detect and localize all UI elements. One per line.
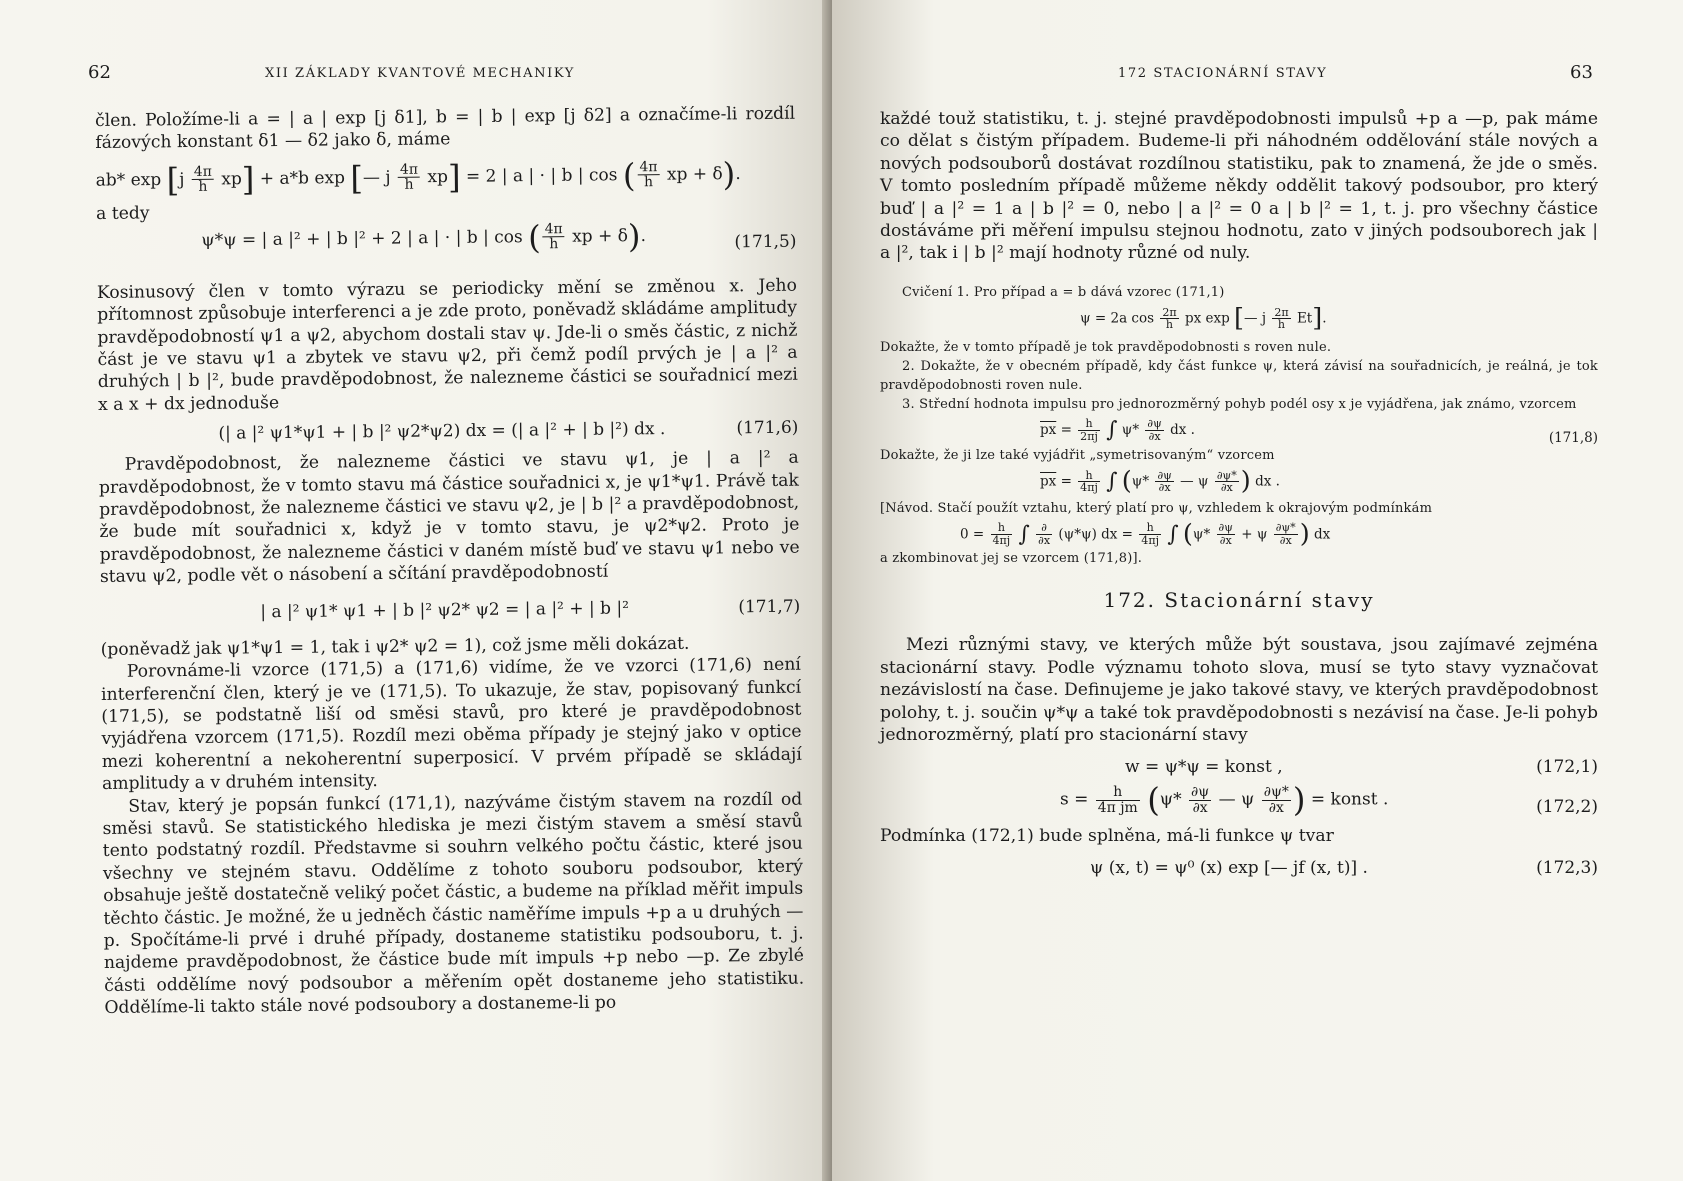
left-page-number: 62 bbox=[88, 62, 111, 83]
ex1-frac bbox=[1160, 307, 1178, 331]
frac-num: h bbox=[991, 522, 1013, 535]
exercise-3: 3. Střední hodnota impulsu pro jednorozměrný pohyb podél osy x je vyjádřena, jak známo, vzorcem bbox=[902, 396, 1577, 412]
integral-sign: ∫ bbox=[1018, 521, 1030, 547]
eq22-frac bbox=[1096, 785, 1140, 815]
paren: ) bbox=[722, 155, 736, 194]
frac-num: h bbox=[1096, 785, 1140, 801]
bracket: ] bbox=[241, 160, 255, 199]
frac-num: h bbox=[1078, 418, 1100, 431]
exercise-2: 2. Dokažte, že v obecném případě, kdy část funkce ψ, která závisí na souřadnicích, je reálná, je tok pravděpodobnosti roven nule. bbox=[880, 358, 1598, 393]
frac-den: ∂x bbox=[1192, 800, 1208, 817]
frac-den: 2πj bbox=[1080, 429, 1098, 443]
equation-number: (172,3) bbox=[1536, 858, 1598, 879]
frac-den: h bbox=[549, 236, 559, 253]
eq22-minus: — ψ bbox=[1218, 790, 1255, 811]
eq8-b: ψ* bbox=[1121, 421, 1140, 438]
left-page bbox=[0, 0, 832, 1181]
left-paragraph-2: Kosinusový člen v tomto výrazu se periodicky mění se změnou x. Jeho přítomnost způsobuje interferenci a je zde proto, poněvadž skládáme amplitudy pravděpodobností ψ1 a ψ2, abychom dostali stav ψ. Jde-li o směs částic, z nichž část je ve stavu ψ1 a zbytek ve stavu ψ2, při čemž podíl prvých je | a |² a druhých | b |², bude pravděpodobnost, že nalezneme částici se souřadnicí mezi x a x + dx jednoduše bbox=[96, 275, 798, 415]
bracket: [ bbox=[1234, 302, 1245, 333]
eq10-c: ψ* bbox=[1192, 526, 1211, 543]
frac-den: ∂x bbox=[1158, 481, 1171, 495]
eq2-end: . bbox=[640, 225, 647, 246]
frac-den: 4πj bbox=[1141, 534, 1160, 548]
eq10-frac bbox=[991, 522, 1013, 546]
eq3-body: (| a |² ψ1*ψ1 + | b |² ψ2*ψ2) dx = (| a |² + | b |²) dx . bbox=[218, 419, 666, 444]
ex1-eq-a: ψ = 2a cos bbox=[1080, 310, 1155, 327]
frac-den: 4πj bbox=[1080, 481, 1098, 495]
frac-den: h bbox=[644, 174, 654, 191]
eq1-xp: xp bbox=[221, 168, 242, 190]
ex1-eq-b: px exp bbox=[1184, 310, 1230, 327]
equation-171-8 bbox=[880, 416, 1598, 446]
eq8-deriv bbox=[1145, 418, 1163, 442]
right-page bbox=[832, 0, 1683, 1181]
right-paragraph-1: každé touž statistiku, t. j. stejné pravděpodobnosti impulsů +p a —p, pak máme co dělat s čistým případem. Budeme-li při náhodném oddělování stále nových a nových podsouborů dostávat rozdílnou statistiku, pak to znamená, že jde o směs. V tomto posledním případě můžeme někdy oddělit takový podsoubor, pro který buď | a |² = 1 a | b |² = 0, nebo | a |² = 0 a | b |² = 1, t. j. pro všechny částice dostáváme při měření impulsu stejnou hodnotu, zato v jiných podsouborech jak | a |², tak i | b |² mají hodnoty různé od nuly. bbox=[880, 109, 1598, 264]
ex1-frac-2 bbox=[1272, 307, 1290, 331]
eq1-rhs: = 2 | a | · | b | cos bbox=[465, 165, 618, 187]
paren: ) bbox=[1299, 518, 1310, 549]
integral-sign: ∫ bbox=[1167, 521, 1179, 547]
equation-number: (172,2) bbox=[1536, 797, 1598, 818]
bracket: [ bbox=[166, 160, 180, 200]
equation-number: (171,7) bbox=[738, 596, 801, 617]
paren: ) bbox=[1240, 466, 1251, 497]
frac-den: ∂x bbox=[1268, 800, 1284, 817]
hint-text-2: a zkombinovat jej se vzorcem (171,8)]. bbox=[880, 551, 1143, 567]
equation-number: (171,5) bbox=[734, 231, 797, 252]
eq1-tail: xp + δ bbox=[666, 163, 723, 185]
right-page-number: 63 bbox=[1570, 62, 1593, 83]
eq8-lhs: $\overline{px}$ bbox=[1040, 421, 1057, 438]
frac-num: ∂ψ* bbox=[1263, 784, 1289, 801]
eq4-body: | a |² ψ1* ψ1 + | b |² ψ2* ψ2 = | a |² + | b |² bbox=[260, 598, 630, 622]
frac-num: ∂ψ* bbox=[1275, 521, 1296, 535]
frac-den: 4π jm bbox=[1097, 800, 1138, 817]
equation-symmetrised bbox=[880, 466, 1598, 497]
bracket: ] bbox=[1312, 302, 1323, 333]
eq22-end: = konst . bbox=[1310, 790, 1389, 811]
eq22-a: s = bbox=[1060, 790, 1089, 811]
frac-num: 4π bbox=[543, 222, 565, 238]
frac-den: 4πj bbox=[992, 534, 1011, 548]
frac-den: h bbox=[1277, 318, 1286, 332]
section-heading: 172. Stacionární stavy bbox=[1103, 588, 1375, 613]
paren: ) bbox=[627, 216, 641, 255]
eq22-deriv-2 bbox=[1262, 785, 1291, 815]
frac-den: ∂x bbox=[1279, 534, 1292, 548]
frac-num: h bbox=[1078, 470, 1100, 483]
bracket: ] bbox=[447, 157, 461, 197]
paren: ( bbox=[622, 156, 636, 195]
left-paragraph-4: (poněvadž jak ψ1*ψ1 = 1, tak i ψ2* ψ2 = 1), což jsme měli dokázat. bbox=[100, 633, 690, 660]
right-running-head: 172 STACIONÁRNÍ STAVY bbox=[1118, 66, 1328, 81]
hint-text: [Návod. Stačí použít vztahu, který platí pro ψ, vzhledem k okrajovým podmínkám bbox=[880, 500, 1433, 516]
eq9-a: ψ* bbox=[1131, 473, 1150, 490]
eq9-deriv-1 bbox=[1155, 470, 1173, 494]
frac-num: ∂ bbox=[1036, 522, 1052, 535]
equation-number: (172,1) bbox=[1536, 757, 1598, 778]
eq1-xp-2: xp bbox=[427, 166, 449, 187]
paren: ( bbox=[1147, 781, 1160, 820]
eq1-end: . bbox=[735, 163, 741, 184]
equation-172-2 bbox=[880, 781, 1598, 820]
eq10-b: (ψ*ψ) dx = bbox=[1058, 526, 1133, 543]
left-paragraph-6: Stav, který je popsán funkcí (171,1), nazýváme čistým stavem na rozdíl od směsi stavů. Se statistického hlediska je mezi čistým stavem a směsí stavů tento podstatný rozdíl. Představme si souhrn velkého počtu částic, které jsou všechny ve stejném stavu. Oddělíme z tohoto souboru podsoubor, který obsahuje ještě dostatečně veliký počet částic, a budeme na příklad měřit impuls těchto částic. Je možné, že u jedněch částic naměříme impuls +p a u druhých — p. Spočítáme-li prvé i druhé případy, dostaneme statistiku podsouboru, t. j. najdeme pravděpodobnost, že částice bude mít impuls +p nebo —p. Ze zbylé části oddělíme nový podsoubor a měřením opět dostaneme jeho statistiku. Oddělíme-li takto stále nové podsoubory a dostaneme-li po bbox=[102, 789, 805, 1019]
left-paragraph-3: Pravděpodobnost, že nalezneme částici ve stavu ψ1, je | a |² a pravděpodobnost, že v tomto stavu má částice souřadnici x, je ψ1*ψ1. Právě tak pravděpodobnost, že nalezneme částici ve stavu ψ2, je | b |² a pravděpodobnost, že bude mít souřadnici x, když je v tomto stavu, je ψ2*ψ2. Proto je pravděpodobnost, že nalezneme částici v daném místě buď ve stavu ψ1 nebo ve stavu ψ2, podle vět o násobení a sčítání pravděpodobností bbox=[98, 447, 800, 588]
eq2-tail: xp + δ bbox=[572, 225, 629, 247]
eq10-deriv-1 bbox=[1217, 522, 1235, 546]
eq9-eq: = bbox=[1060, 473, 1072, 490]
eq10-end: dx bbox=[1314, 526, 1331, 543]
frac-num: ∂ψ bbox=[1191, 784, 1210, 801]
frac-num: h bbox=[1139, 522, 1161, 535]
frac-den: h bbox=[404, 177, 414, 194]
exercise-1-text: Dokažte, že v tomto případě je tok pravděpodobnosti s roven nule. bbox=[880, 339, 1332, 355]
equation-number: (171,8) bbox=[1548, 429, 1598, 446]
integral-sign: ∫ bbox=[1106, 417, 1118, 442]
right-paragraph-2: Mezi různými stavy, ve kterých může být soustava, jsou zajímavé zejména stacionární stavy. Podle významu tohoto slova, musí se tyto stavy vyznačovat nezávislostí na čase. Definujeme je jako takové stavy, ve kterých pravděpodobnost polohy, t. j. součin ψ*ψ a také tok pravděpodobnosti s nezávisí na čase. Je-li pohyb jednorozměrný, platí pro stacionární stavy bbox=[880, 635, 1598, 746]
eq1-frac-3 bbox=[637, 160, 659, 191]
frac-num: 2π bbox=[1162, 305, 1177, 319]
frac-num: ∂ψ bbox=[1157, 468, 1172, 482]
eq9-end: dx . bbox=[1255, 473, 1280, 490]
exercise-1: Cvičení 1. Pro případ a = b dává vzorec (171,1) bbox=[902, 284, 1225, 300]
eq8-eq: = bbox=[1060, 421, 1072, 438]
eq22-deriv-1 bbox=[1189, 785, 1211, 815]
frac-num: ∂ψ bbox=[1218, 521, 1233, 535]
frac-num: ∂ψ* bbox=[1216, 468, 1237, 482]
eq2-frac bbox=[543, 222, 565, 253]
eq8-end: dx . bbox=[1170, 421, 1195, 438]
integral-sign: ∫ bbox=[1106, 468, 1118, 494]
eq8-frac bbox=[1078, 418, 1100, 442]
frac-den: h bbox=[198, 179, 208, 196]
eq1-lhs: ab* exp bbox=[95, 169, 162, 191]
paren: ( bbox=[1121, 466, 1132, 497]
frac-den: ∂x bbox=[1220, 481, 1233, 495]
exercise-1-equation bbox=[880, 302, 1598, 333]
equation-number: (171,6) bbox=[736, 417, 799, 439]
bracket: [ bbox=[350, 159, 364, 198]
right-paragraph-3: Podmínka (172,1) bude splněna, má-li funkce ψ tvar bbox=[880, 825, 1334, 846]
exercise-3-text: Dokažte, že ji lze také vyjádřit „symetrisovaným“ vzorcem bbox=[880, 448, 1275, 464]
equation-172-1 bbox=[880, 754, 1598, 780]
frac-den: ∂x bbox=[1219, 534, 1232, 548]
left-running-head: XII ZÁKLADY KVANTOVÉ MECHANIKY bbox=[265, 66, 575, 81]
equation-171-7 bbox=[100, 593, 800, 626]
frac-num: ∂ψ bbox=[1147, 416, 1162, 430]
paren: ( bbox=[527, 217, 541, 256]
eq10-deriv-2 bbox=[1274, 522, 1298, 546]
paren: ) bbox=[1292, 781, 1306, 820]
eq9-lhs: $\overline{px}$ bbox=[1040, 473, 1057, 490]
frac-den: ∂x bbox=[1038, 534, 1051, 548]
paren: ( bbox=[1182, 518, 1193, 549]
equation-172-3 bbox=[880, 855, 1598, 881]
a-tedy: a tedy bbox=[95, 203, 150, 225]
eq1-mid: + a*b exp bbox=[259, 167, 346, 189]
eq21-body: w = ψ*ψ = konst , bbox=[1125, 757, 1283, 778]
eq22-b: ψ* bbox=[1159, 790, 1182, 811]
eq10-deriv bbox=[1036, 522, 1052, 546]
frac-den: ∂x bbox=[1148, 429, 1161, 443]
equation-171-6 bbox=[98, 415, 798, 448]
left-paragraph-5: Porovnáme-li vzorce (171,5) a (171,6) vidíme, že ve vzorci (171,6) není interferenční člen, který je ve (171,5). To ukazuje, že stav, popisovaný funkcí (171,5), se podstatně liší od směsi stavů, pro které je pravděpodobnost vyjádřena vzorcem (171,5). Rozdíl mezi oběma případy je stejný jako v optice mezi koherentní a nekoherentní superposicí. V prvém případě se skládají amplitudy a v druhém intensity. bbox=[101, 654, 802, 795]
frac-num: 2π bbox=[1274, 305, 1289, 319]
eq9-minus: — ψ bbox=[1180, 473, 1209, 490]
right-column bbox=[880, 108, 1598, 881]
eq10-frac-2 bbox=[1139, 522, 1161, 546]
ex1-eq-d: Et bbox=[1296, 310, 1313, 327]
left-column bbox=[95, 103, 804, 1020]
left-paragraph-1: člen. Položíme-li a = | a | exp [j δ1], b = | b | exp [j δ2] a označíme-li rozdíl fázových konstant δ1 — δ2 jako δ, máme bbox=[95, 103, 796, 154]
frac-den: h bbox=[1165, 318, 1174, 332]
frac-num: 4π bbox=[398, 162, 420, 178]
eq1-minus-j: — j bbox=[362, 167, 391, 188]
eq2-lhs: ψ*ψ = | a |² + | b |² + 2 | a | · | b | cos bbox=[201, 226, 523, 251]
equation-hint bbox=[880, 518, 1598, 549]
eq10-a: 0 = bbox=[960, 526, 985, 543]
eq10-plus: + ψ bbox=[1241, 526, 1268, 543]
ex1-eq-c: — j bbox=[1244, 310, 1267, 327]
ex1-eq-end: . bbox=[1322, 310, 1327, 327]
eq9-frac bbox=[1078, 470, 1100, 494]
eq9-deriv-2 bbox=[1215, 470, 1239, 494]
eq1-j: j bbox=[179, 169, 185, 190]
frac-num: 4π bbox=[192, 165, 214, 181]
equation-171-5 bbox=[96, 218, 796, 258]
eq23-body: ψ (x, t) = ψ⁰ (x) exp [— jf (x, t)] . bbox=[1090, 858, 1368, 879]
eq1-frac bbox=[192, 165, 214, 196]
eq1-frac-2 bbox=[398, 162, 420, 193]
frac-num: 4π bbox=[637, 160, 659, 176]
equation-ab-exp bbox=[95, 155, 796, 200]
